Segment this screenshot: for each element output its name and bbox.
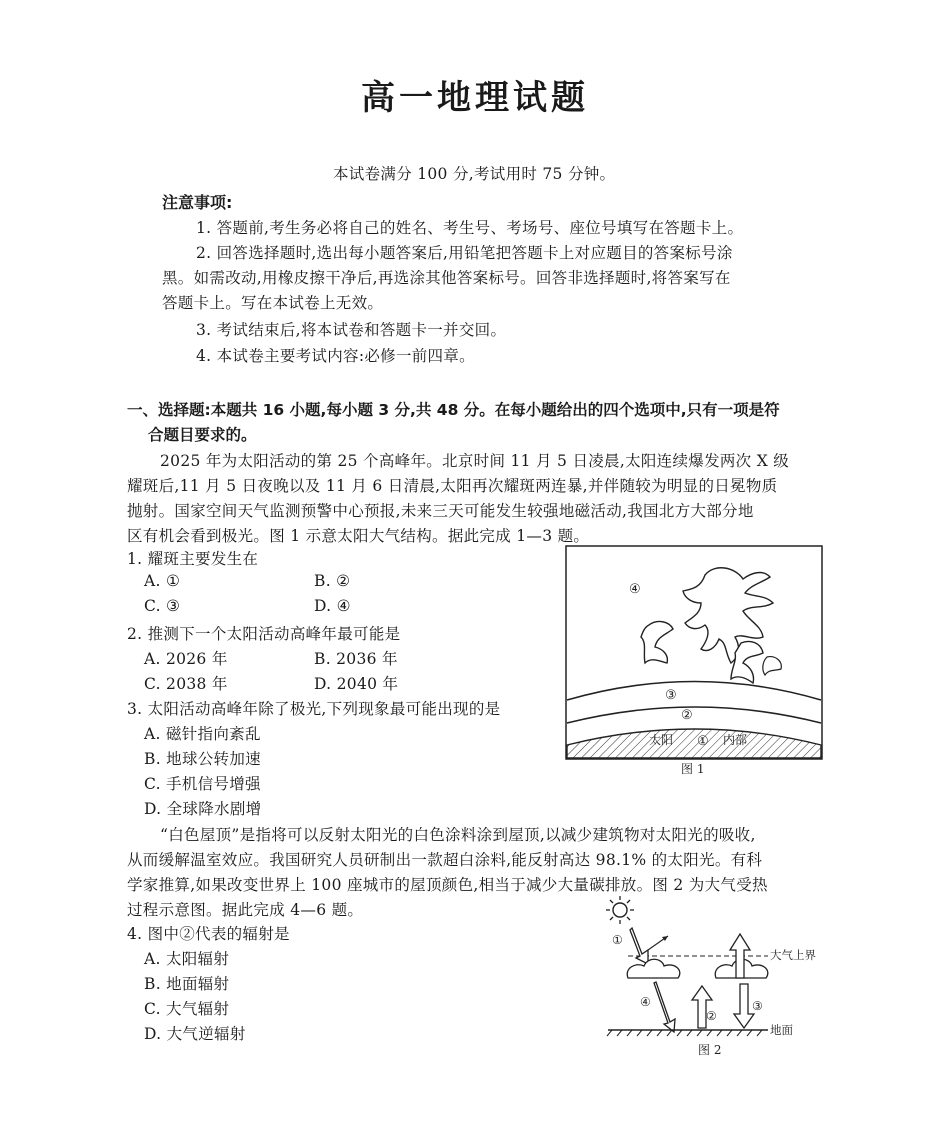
passage-line: 2025 年为太阳活动的第 25 个高峰年。北京时间 11 月 5 日凌晨,太阳连续爆发两次 X 级 (160, 452, 790, 470)
option: A. 太阳辐射 (144, 950, 230, 968)
notice-item: 2. 回答选择题时,选出每小题答案后,用铅笔把答题卡上对应题目的答案标号涂 (196, 244, 733, 262)
arrow-3 (734, 984, 754, 1028)
notice-item: 黑。如需改动,用橡皮擦干净后,再选涂其他答案标号。回答非选择题时,将答案写在 (162, 269, 731, 287)
option: D. ④ (314, 597, 351, 615)
section-heading-cont: 合题目要求的。 (148, 426, 257, 444)
notice-item: 3. 考试结束后,将本试卷和答题卡一并交回。 (196, 321, 507, 339)
option: D. 大气逆辐射 (144, 1025, 246, 1043)
solar-radiation-arrow (630, 928, 648, 964)
figure2-atmosphere-heating (598, 892, 830, 1062)
passage-line: 过程示意图。据此完成 4—6 题。 (127, 901, 364, 919)
question-stem: 3. 太阳活动高峰年除了极光,下列现象最可能出现的是 (127, 700, 501, 718)
interior-label: 内部 (723, 733, 748, 747)
figure2-label-4: ④ (640, 995, 651, 1009)
sun-label: 太阳 (649, 733, 674, 747)
passage-line: 抛射。国家空间天气监测预警中心预报,未来三天可能发生较强地磁活动,我国北方大部分地 (127, 502, 754, 520)
figure1-solar-atmosphere (565, 545, 825, 775)
question-stem: 1. 耀斑主要发生在 (127, 550, 259, 568)
figure2-label-2: ② (706, 1009, 717, 1023)
ground-hatch (607, 1030, 762, 1036)
arrow-4 (654, 982, 675, 1032)
option: A. ① (144, 572, 181, 590)
passage-line: 区有机会看到极光。图 1 示意太阳大气结构。据此完成 1—3 题。 (127, 527, 590, 545)
figure1-frame (566, 546, 822, 759)
passage-line: “白色屋顶”是指将可以反射太阳光的白色涂料涂到屋顶,以减少建筑物对太阳光的吸收, (160, 826, 756, 844)
figure1-label-4: ④ (629, 582, 641, 597)
notice-item: 4. 本试卷主要考试内容:必修一前四章。 (196, 347, 475, 365)
passage-line: 从而缓解温室效应。我国研究人员研制出一款超白涂料,能反射高达 98.1% 的太阳光。有科 (127, 851, 763, 869)
option: D. 全球降水剧增 (144, 800, 262, 818)
passage-line: 学家推算,如果改变世界上 100 座城市的屋顶颜色,相当于减少大量碳排放。图 2 为大气受热 (127, 876, 768, 894)
option: B. ② (314, 572, 351, 590)
figure2-label-3: ③ (752, 999, 763, 1013)
atmosphere-top-label: 大气上界 (770, 948, 816, 962)
option: C. 手机信号增强 (144, 775, 261, 793)
sun-icon (606, 896, 634, 924)
figure1-label-2: ② (681, 708, 693, 723)
figure2-label-1: ① (612, 933, 623, 947)
option: B. 2036 年 (314, 650, 398, 668)
option: D. 2040 年 (314, 675, 399, 693)
notice-item: 1. 答题前,考生务必将自己的姓名、考生号、考场号、座位号填写在答题卡上。 (196, 219, 744, 237)
page-title: 高一地理试题 (361, 78, 589, 118)
section-heading: 一、选择题:本题共 16 小题,每小题 3 分,共 48 分。在每小题给出的四个选项中,只有一项是符 (127, 401, 780, 419)
cloud-left-icon (627, 959, 680, 978)
option: C. 大气辐射 (144, 1000, 230, 1018)
reflected-arrowhead (662, 936, 668, 941)
ground-label: 地面 (770, 1023, 793, 1037)
notice-heading: 注意事项: (162, 193, 233, 212)
figure1-caption: 图 1 (681, 762, 705, 775)
question-stem: 4. 图中②代表的辐射是 (127, 925, 290, 943)
option: A. 2026 年 (144, 650, 228, 668)
exam-info: 本试卷满分 100 分,考试用时 75 分钟。 (333, 165, 616, 183)
notice-item: 答题卡上。写在本试卷上无效。 (162, 294, 384, 312)
figure2-caption: 图 2 (698, 1043, 722, 1057)
figure1-label-3: ③ (665, 688, 677, 703)
passage-line: 耀斑后,11 月 5 日夜晚以及 11 月 6 日清晨,太阳再次耀斑两连暴,并伴随较为明显的日冕物质 (127, 477, 778, 495)
option: B. 地面辐射 (144, 975, 230, 993)
option: C. ③ (144, 597, 181, 615)
question-stem: 2. 推测下一个太阳活动高峰年最可能是 (127, 625, 401, 643)
option: C. 2038 年 (144, 675, 228, 693)
figure1-label-1: ① (697, 734, 709, 749)
option: B. 地球公转加速 (144, 750, 261, 768)
option: A. 磁针指向紊乱 (144, 725, 261, 743)
